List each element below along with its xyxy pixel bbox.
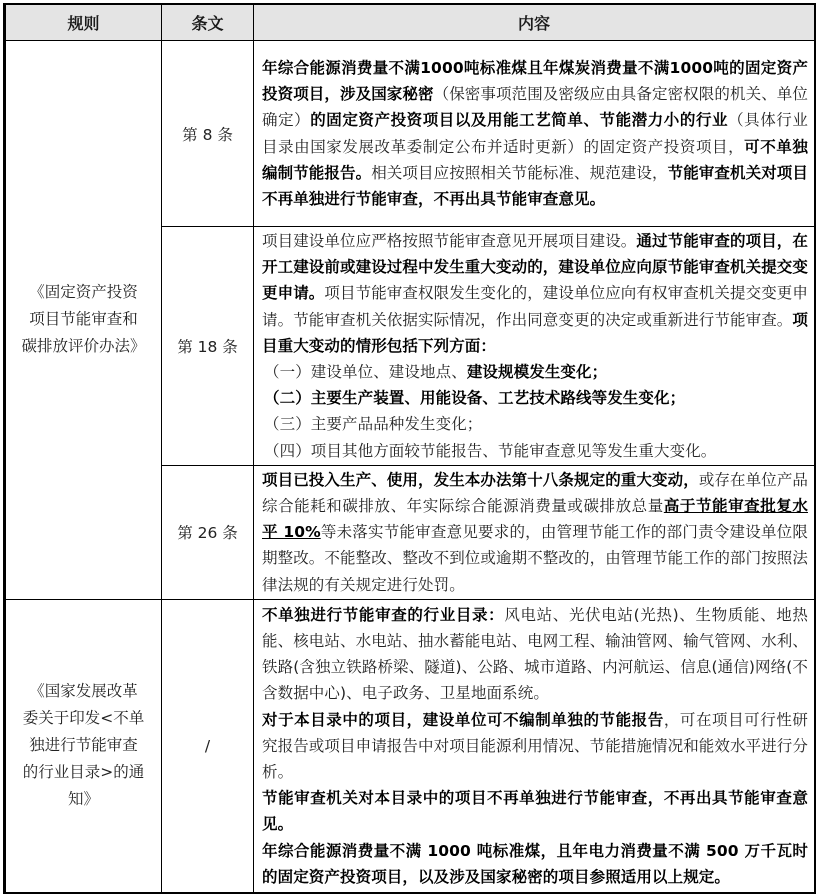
regulation-table — [3, 3, 816, 894]
content-bold: （二）主要生产装置、用能设备、工艺技术路线等发生变化； — [264, 389, 686, 408]
content-bold: 不单独进行节能审查的行业目录： — [262, 605, 505, 624]
header-row — [5, 4, 816, 41]
list-item — [262, 359, 808, 385]
content-paragraph — [262, 785, 808, 837]
rule-line: 知》 — [67, 790, 99, 809]
content-underlined: 高于节能审查批复水平 10% — [262, 497, 808, 542]
rule-cell — [5, 599, 162, 893]
content-paragraph — [262, 838, 808, 890]
content-bold: 年综合能源消费量不满1000吨标准煤且年煤炭消费量不满1000吨的固定资产投资项目，涉及国家秘密 — [262, 58, 808, 104]
article-cell: / — [162, 599, 254, 893]
list-item — [262, 411, 808, 437]
article-cell: 第 26 条 — [162, 465, 254, 599]
content-bold: 的固定资产投资项目以及用能工艺简单、节能潜力小的行业 — [310, 111, 729, 130]
rule-line: 独进行节能审查 — [29, 736, 138, 755]
content-cell — [254, 41, 816, 227]
list-item — [262, 438, 808, 464]
content-bold: 项目已投入生产、使用，发生本办法第十八条规定的重大变动， — [262, 470, 699, 489]
header-article: 条文 — [162, 4, 254, 41]
content-text: （三）主要产品品种发生变化； — [264, 415, 483, 434]
list-item — [262, 385, 808, 411]
content-text: 项目节能审查权限发生变化的，建设单位应向有权审查机关提交变更申请。节能审查机关依据实际情况，作出同意变更的决定或重新进行节能审查。 — [262, 284, 809, 329]
rule-line: 《国家发展改革 — [29, 682, 138, 701]
article-cell: 第 8 条 — [162, 41, 254, 227]
rule-cell — [5, 41, 162, 600]
content-paragraph — [262, 602, 808, 707]
content-bold: 建设规模发生变化； — [466, 363, 608, 382]
content-bold: 通过节能审查的项目，在开工建设前或建设过程中发生重大变动的，建设单位应向原节能审查机关提交变更申请。 — [262, 232, 809, 303]
content-bold: 对于本目录中的项目，建设单位可不编制单独的节能报告 — [262, 710, 664, 729]
content-bold: 项目重大变动的情形包括下列方面： — [262, 310, 809, 355]
rule-line: 的行业目录>的通 — [22, 763, 145, 782]
header-rule: 规则 — [5, 4, 162, 41]
content-text: 风电站、光伏电站(光热)、生物质能、地热能、核电站、水电站、抽水蓄能电站、电网工程、输油管网、输气管网、水利、铁路(含独立铁路桥梁、隧道)、公路、城市道路、内河航运、信息(通信)网络(不含数据中心)、电子政务、卫星地面系统。 — [262, 605, 809, 703]
table-row — [5, 599, 816, 893]
content-cell — [254, 599, 816, 893]
content-bold: 节能审查机关对本目录中的项目不再单独进行节能审查，不再出具节能审查意见。 — [262, 789, 808, 834]
content-text: （四）项目其他方面较节能报告、节能审查意见等发生重大变化。 — [264, 441, 717, 460]
rule-line: 《固定资产投资 — [29, 283, 138, 302]
content-bold: 年综合能源消费量不满 1000 吨标准煤，且年电力消费量不满 500 万千瓦时的固定资产投资项目，以及涉及国家秘密的项目参照适用以上规定。 — [262, 841, 808, 886]
rule-line: 委关于印发<不单 — [22, 709, 145, 728]
content-cell — [254, 465, 816, 599]
content-cell — [254, 227, 816, 466]
content-paragraph — [262, 228, 808, 359]
article-cell: 第 18 条 — [162, 227, 254, 466]
content-text: ，可在项目可行性研究报告或项目申请报告中对项目能源利用情况、节能措施情况和能效水平进行分析。 — [262, 710, 809, 781]
rule-line: 碳排放评价办法》 — [21, 337, 146, 356]
table-row — [5, 41, 816, 227]
content-text: 相关项目应按照相关节能标准、规范建设， — [371, 163, 668, 182]
content-text: 项目建设单位应严格按照节能审查意见开展项目建设。 — [262, 232, 637, 250]
content-bold: 可不单独编制节能报告。 — [262, 137, 808, 182]
content-text: （具体行业目录由国家发展改革委制定公布并适时更新）的固定资产投资项目， — [262, 111, 808, 156]
content-text: 或存在单位产品综合能耗和碳排放、年实际综合能源消费量或碳排放总量 — [262, 470, 809, 516]
content-text: 等未落实节能审查意见要求的，由管理节能工作的部门责令建设单位限期整改。不能整改、整改不到位或逾期不整改的，由管理节能工作的部门按照法律法规的有关规定进行处罚。 — [262, 523, 809, 594]
header-content: 内容 — [254, 4, 816, 41]
content-text: （保密事项范围及密级应由具备定密权限的机关、单位确定） — [262, 85, 809, 130]
content-paragraph — [262, 707, 808, 786]
rule-line: 项目节能审查和 — [29, 310, 138, 329]
content-bold: 节能审查机关对项目不再单独进行节能审查，不再出具节能审查意见。 — [262, 163, 809, 208]
content-text: （一）建设单位、建设地点、 — [264, 363, 467, 382]
